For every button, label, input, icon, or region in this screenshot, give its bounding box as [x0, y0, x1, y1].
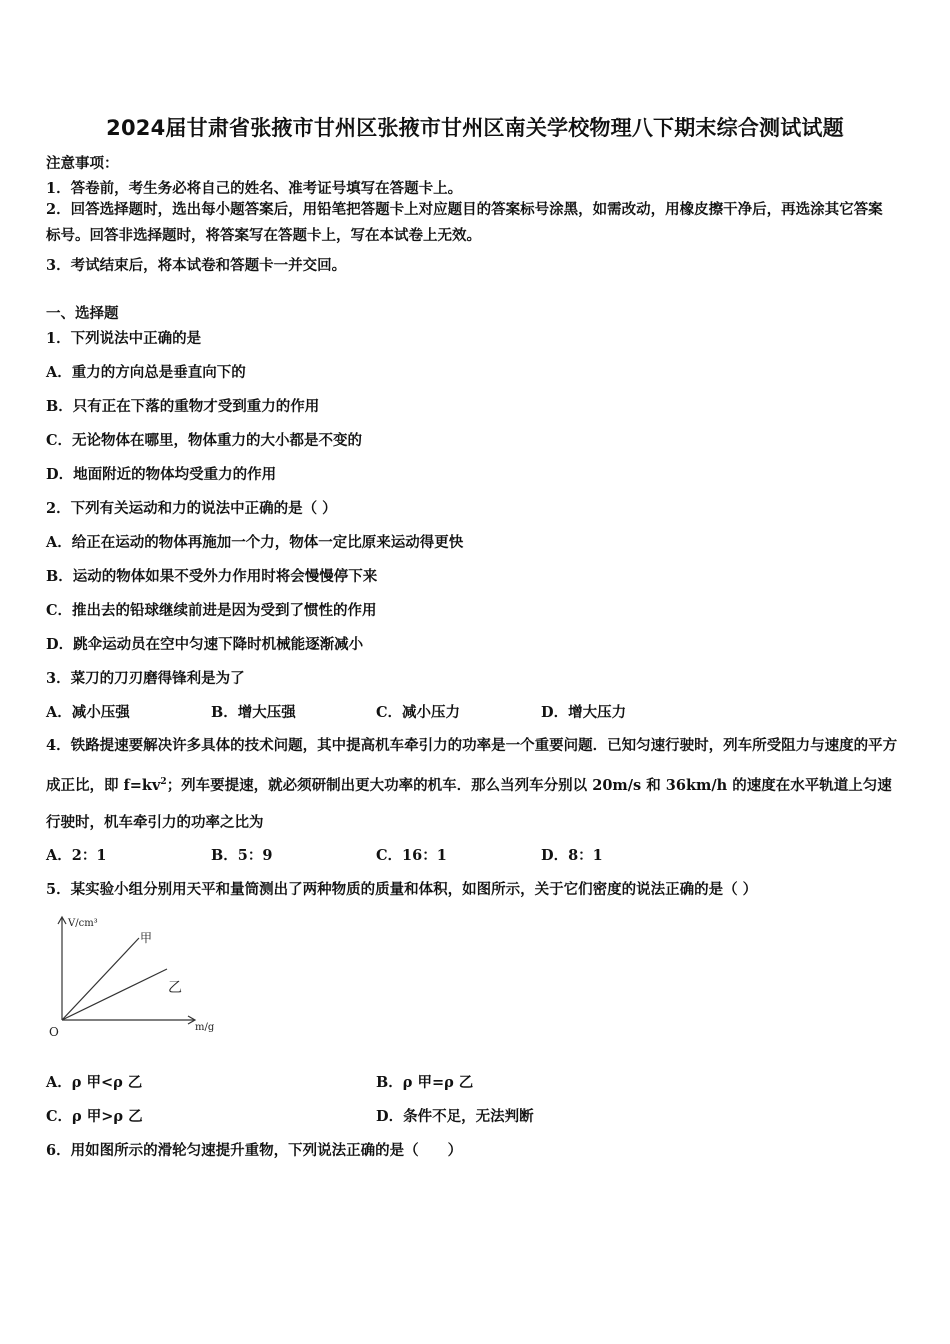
q3-stem: 3．菜刀的刀刃磨得锋利是为了 [46, 670, 245, 687]
q3-option-c: C．减小压力 [376, 704, 461, 721]
q5-option-c: C．ρ 甲>ρ 乙 [46, 1108, 143, 1125]
notice-heading: 注意事项： [46, 155, 119, 172]
q4-stem [46, 727, 898, 841]
q5-option-b: B．ρ 甲=ρ 乙 [376, 1074, 474, 1091]
q5-graph-line-jia [62, 938, 139, 1020]
notice-item-1: 1．答卷前，考生务必将自己的姓名、准考证号填写在答题卡上。 [46, 180, 463, 197]
q3-option-a: A．减小压强 [46, 704, 130, 721]
q4-option-b: B．5：9 [211, 847, 273, 864]
section-heading: 一、选择题 [46, 305, 119, 322]
q5-stem: 5．某实验小组分别用天平和量筒测出了两种物质的质量和体积，如图所示，关于它们密度的说法正确的是（ ） [46, 881, 758, 898]
q1-option-a: A．重力的方向总是垂直向下的 [46, 364, 246, 381]
q2-option-c: C．推出去的铅球继续前进是因为受到了惯性的作用 [46, 602, 377, 619]
q5-option-d: D．条件不足，无法判断 [376, 1108, 534, 1125]
q4-option-a: A．2：1 [46, 847, 107, 864]
q1-option-b: B．只有正在下落的重物才受到重力的作用 [46, 398, 320, 415]
notice-item-2: 2．回答选择题时，选出每小题答案后，用铅笔把答题卡上对应题目的答案标号涂黑，如需改动，用橡皮擦干净后，再选涂其它答案标号。回答非选择题时，将答案写在答题卡上，写在本试卷上无效。 [46, 201, 883, 244]
q4-option-c: C．16：1 [376, 847, 447, 864]
q3-option-d: D．增大压力 [541, 704, 627, 721]
q2-option-b: B．运动的物体如果不受外力作用时将会慢慢停下来 [46, 568, 378, 585]
q5-graph-label-jia: 甲 [140, 931, 153, 945]
q3-option-b: B．增大压强 [211, 704, 296, 721]
q5-graph-x-label: m/g [195, 1022, 215, 1033]
q4-superscript: 2 [160, 777, 167, 787]
q1-option-c: C．无论物体在哪里，物体重力的大小都是不变的 [46, 432, 363, 449]
q6-stem: 6．用如图所示的滑轮匀速提升重物，下列说法正确的是（ ） [46, 1142, 463, 1159]
q4-text-2: ；列车要提速，就必须研制出更大功率的机车．那么当列车分别以 20m/s 和 36km/h 的速度在水平轨道上匀速行驶时，机车牵引力的功率之比为 [46, 776, 892, 831]
q5-graph-line-yi [62, 969, 167, 1020]
notice-item-3: 3．考试结束后，将本试卷和答题卡一并交回。 [46, 257, 347, 274]
q5-option-a: A．ρ 甲<ρ 乙 [46, 1074, 143, 1091]
q2-option-a: A．给正在运动的物体再施加一个力，物体一定比原来运动得更快 [46, 534, 464, 551]
q4-text-1: 4．铁路提速要解决许多具体的技术问题，其中提高机车牵引力的功率是一个重要问题．已知匀速行驶时，列车所受阻力与速度的平方成正比，即 f=kv [46, 737, 898, 794]
q2-stem: 2．下列有关运动和力的说法中正确的是（ ） [46, 500, 337, 517]
q1-option-d: D．地面附近的物体均受重力的作用 [46, 466, 277, 483]
q5-graph [44, 912, 234, 1042]
q2-option-d: D．跳伞运动员在空中匀速下降时机械能逐渐减小 [46, 636, 364, 653]
q4-option-d: D．8：1 [541, 847, 603, 864]
q5-graph-label-yi: 乙 [168, 980, 182, 996]
q5-graph-origin: O [49, 1025, 59, 1039]
page-title: 2024届甘肃省张掖市甘州区张掖市甘州区南关学校物理八下期末综合测试试题 [106, 116, 844, 140]
q1-stem: 1．下列说法中正确的是 [46, 330, 202, 347]
q5-graph-y-label: V/cm³ [68, 918, 98, 929]
